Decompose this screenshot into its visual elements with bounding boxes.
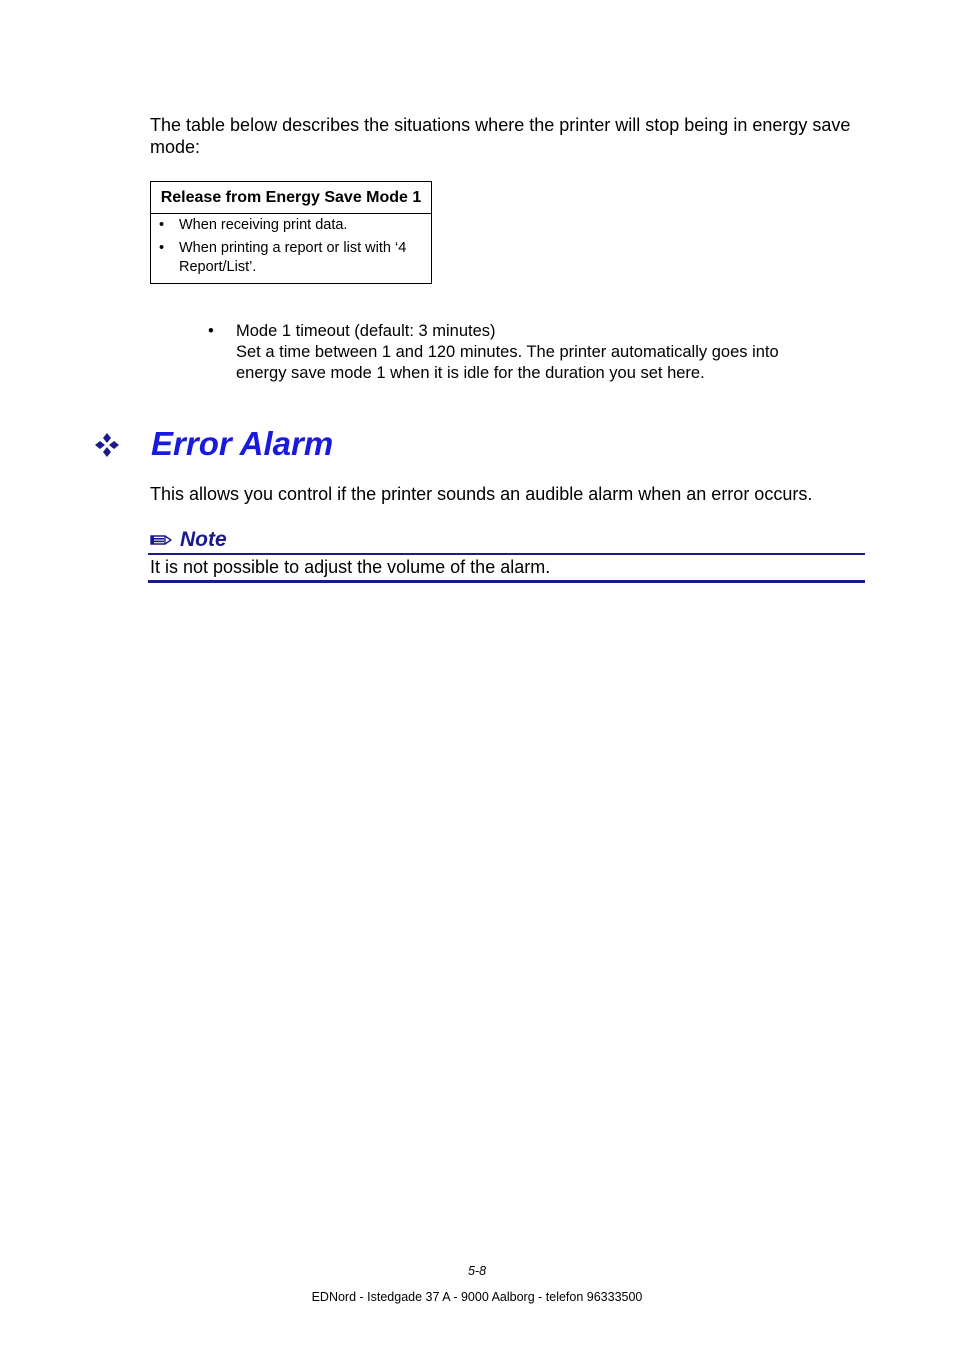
intro-paragraph: The table below describes the situations where the printer will stop being in energy save mode: — [150, 115, 851, 157]
release-table-header: Release from Energy Save Mode 1 — [151, 182, 432, 214]
release-table-cell — [151, 214, 432, 284]
release-table — [150, 181, 432, 284]
release-list-item-text: When printing a report or list with ‘4 Report/List’. — [179, 240, 407, 275]
note-title-row — [148, 527, 865, 555]
note-text: It is not possible to adjust the volume of the alarm. — [148, 555, 865, 583]
page-number: 5-8 — [467, 1264, 487, 1278]
bullet-icon: • — [159, 240, 165, 256]
release-list — [157, 216, 425, 277]
timeout-item-title: Mode 1 timeout (default: 3 minutes) — [236, 322, 496, 340]
note-box — [148, 527, 865, 583]
timeout-item-content — [236, 321, 828, 384]
section-heading: Error Alarm — [151, 425, 334, 462]
section-body: This allows you control if the printer sounds an audible alarm when an error occurs. — [150, 484, 813, 504]
four-diamond-icon — [94, 432, 120, 458]
release-list-item — [157, 216, 425, 235]
release-list-item — [157, 239, 425, 277]
bullet-icon: • — [208, 322, 214, 340]
timeout-list-item — [208, 321, 828, 384]
note-title: Note — [180, 528, 227, 551]
footer-text: EDNord - Istedgade 37 A - 9000 Aalborg - telefon 96333500 — [311, 1290, 643, 1304]
timeout-item-description: Set a time between 1 and 120 minutes. The printer automatically goes into energy save mode 1 when it is idle for the duration you set here. — [236, 343, 779, 382]
pencil-icon — [150, 534, 172, 546]
bullet-icon: • — [159, 217, 165, 233]
release-list-item-text: When receiving print data. — [179, 217, 348, 233]
